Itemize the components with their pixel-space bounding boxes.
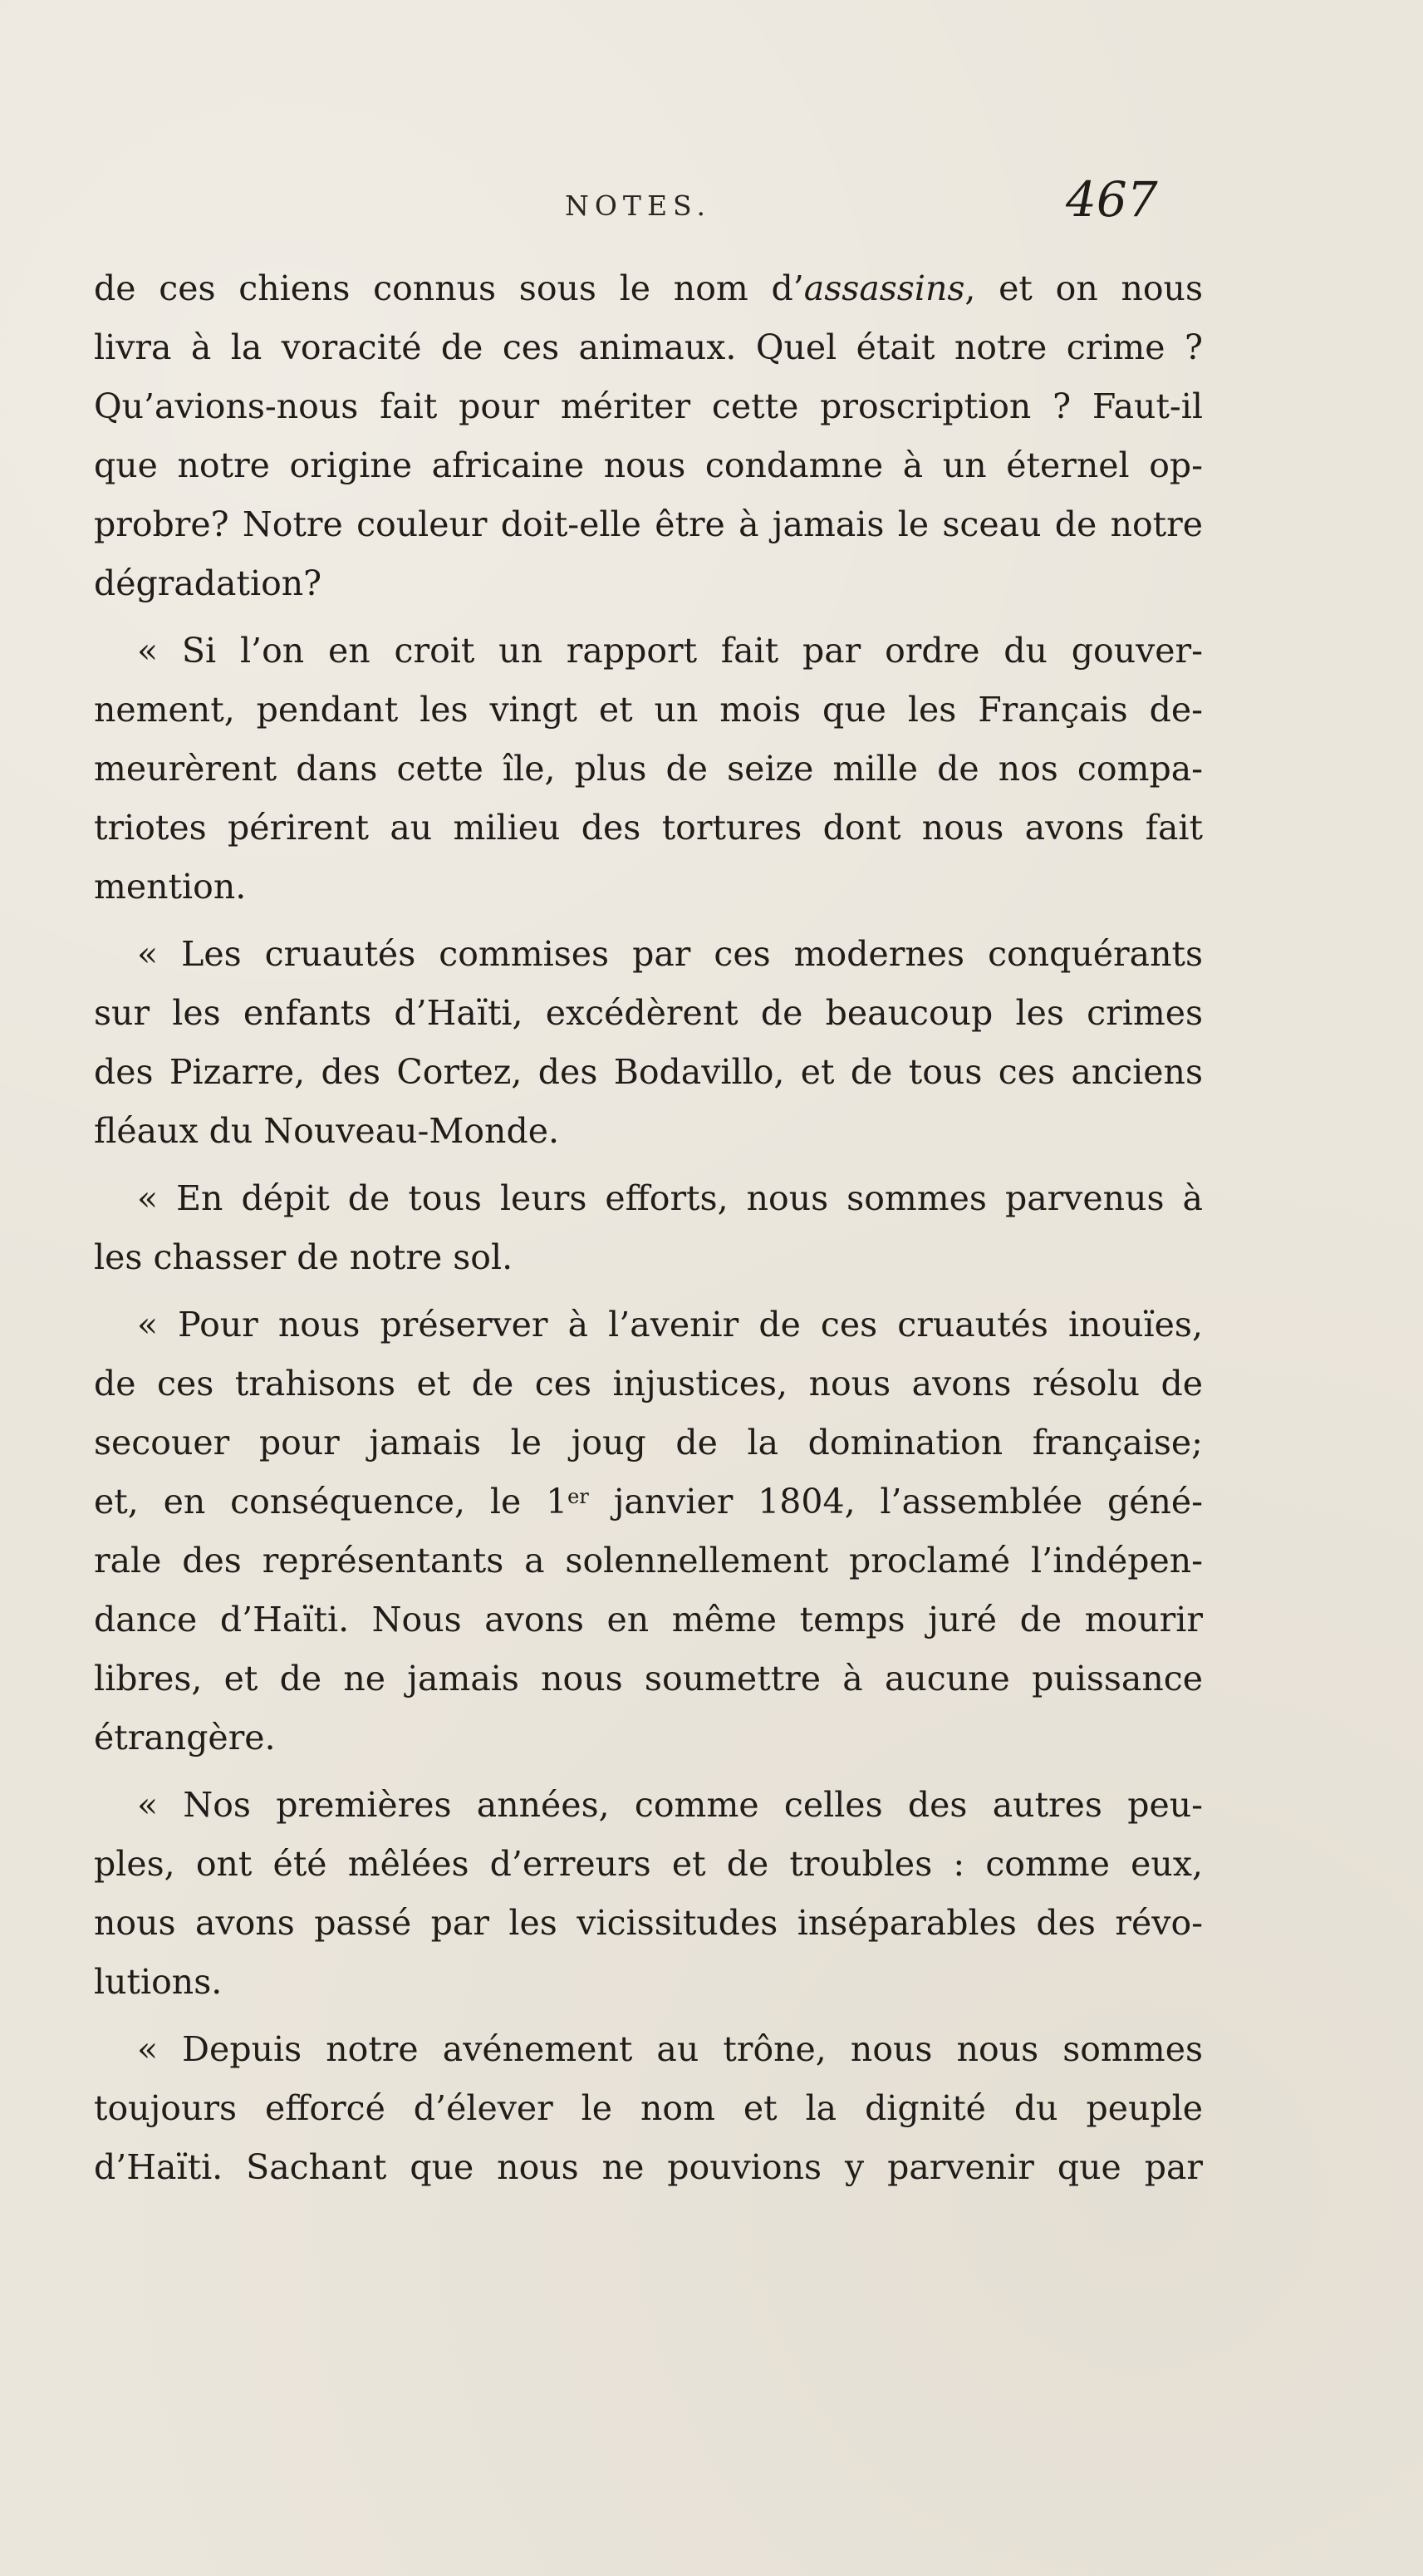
text-segment: d’Haïti. Sachant que nous ne pouvions y parvenir que par — [94, 2147, 1203, 2187]
superscript: er — [567, 1485, 589, 1508]
text-segment: triotes périrent au milieu des tortures dont nous avons fait — [94, 808, 1203, 848]
text-segment: de ces trahisons et de ces injustices, nous avons résolu de — [94, 1364, 1203, 1404]
text-segment: probre? Notre couleur doit-elle être à jamais le sceau de notre — [94, 504, 1203, 544]
text-line — [94, 925, 1203, 984]
text-line — [94, 1169, 1203, 1228]
text-line — [94, 1531, 1203, 1590]
text-line — [94, 1228, 1203, 1287]
text-segment: que notre origine africaine nous condamne à un éternel op- — [94, 445, 1203, 485]
text-segment: dance d’Haïti. Nous avons en même temps juré de mourir — [94, 1600, 1203, 1639]
paragraph — [94, 1776, 1203, 2012]
text-segment: « Si l’on en croit un rapport fait par ordre du gouver- — [137, 631, 1203, 671]
text-line — [94, 2020, 1203, 2079]
text-segment: ples, ont été mêlées d’erreurs et de troubles : comme eux, — [94, 1844, 1203, 1884]
text-segment: nement, pendant les vingt et un mois que les Français de- — [94, 690, 1203, 730]
text-line — [94, 377, 1203, 436]
text-line — [94, 1102, 1203, 1161]
text-line — [94, 318, 1203, 377]
text-segment: des Pizarre, des Cortez, des Bodavillo, et de tous ces anciens — [94, 1052, 1203, 1092]
text-segment: « Nos premières années, comme celles des autres peu- — [137, 1785, 1203, 1825]
text-line — [94, 1894, 1203, 1953]
text-segment: sur les enfants d’Haïti, excédèrent de beaucoup les crimes — [94, 993, 1203, 1033]
text-line — [94, 1590, 1203, 1649]
text-line — [94, 554, 1203, 613]
text-segment: meurèrent dans cette île, plus de seize mille de nos compa- — [94, 749, 1203, 789]
text-line — [94, 1295, 1203, 1354]
text-line — [94, 984, 1203, 1043]
text-line — [94, 622, 1203, 681]
text-line — [94, 2138, 1203, 2197]
text-segment: Qu’avions-nous fait pour mériter cette proscription ? Faut-il — [94, 386, 1203, 426]
paragraph — [94, 259, 1203, 613]
paragraph — [94, 622, 1203, 917]
text-line — [94, 1472, 1203, 1531]
text-line — [94, 1708, 1203, 1767]
text-line — [94, 436, 1203, 495]
text-line — [94, 1776, 1203, 1835]
text-segment: livra à la voracité de ces animaux. Quel était notre crime ? — [94, 327, 1203, 367]
text-segment: et, en conséquence, le 1 — [94, 1482, 568, 1522]
text-segment: « Depuis notre avénement au trône, nous nous sommes — [137, 2029, 1203, 2069]
text-segment: fléaux du Nouveau-Monde. — [94, 1111, 560, 1151]
text-segment: de ces chiens connus sous le nom d’ — [94, 268, 804, 308]
text-segment: secouer pour jamais le joug de la domination française; — [94, 1423, 1203, 1463]
text-line — [94, 1413, 1203, 1472]
body-text — [94, 259, 1203, 2197]
text-line — [94, 1953, 1203, 2012]
text-line — [94, 495, 1203, 554]
text-segment: « Les cruautés commises par ces modernes conquérants — [137, 934, 1203, 974]
text-segment: janvier 1804, l’assemblée géné- — [588, 1482, 1203, 1522]
paragraph — [94, 1169, 1203, 1287]
text-segment: , et on nous — [964, 268, 1203, 308]
text-line — [94, 1043, 1203, 1102]
text-segment: « En dépit de tous leurs efforts, nous sommes parvenus à — [137, 1178, 1203, 1218]
text-line — [94, 1354, 1203, 1413]
text-line — [94, 259, 1203, 318]
running-head: NOTES. — [565, 189, 711, 222]
text-segment: « Pour nous préserver à l’avenir de ces cruautés inouïes, — [137, 1305, 1203, 1345]
text-line — [94, 740, 1203, 799]
text-line — [94, 799, 1203, 858]
text-segment: dégradation? — [94, 563, 322, 603]
paragraph — [94, 2020, 1203, 2197]
page-number: 467 — [1066, 171, 1158, 228]
text-segment: mention. — [94, 867, 247, 907]
text-segment: les chasser de notre sol. — [94, 1237, 513, 1277]
text-segment: libres, et de ne jamais nous soumettre à aucune puissance — [94, 1659, 1203, 1698]
text-line — [94, 1835, 1203, 1894]
text-line — [94, 858, 1203, 917]
text-segment: lutions. — [94, 1962, 223, 2002]
paragraph — [94, 925, 1203, 1161]
text-segment: nous avons passé par les vicissitudes inséparables des révo- — [94, 1903, 1203, 1943]
text-segment: rale des représentants a solennellement proclamé l’indépen- — [94, 1541, 1203, 1581]
text-line — [94, 681, 1203, 740]
paragraph — [94, 1295, 1203, 1767]
italic-text: assassins — [803, 268, 965, 308]
text-line — [94, 1649, 1203, 1708]
text-line — [94, 2079, 1203, 2138]
text-segment: toujours efforcé d’élever le nom et la dignité du peuple — [94, 2088, 1203, 2128]
text-segment: étrangère. — [94, 1718, 276, 1757]
